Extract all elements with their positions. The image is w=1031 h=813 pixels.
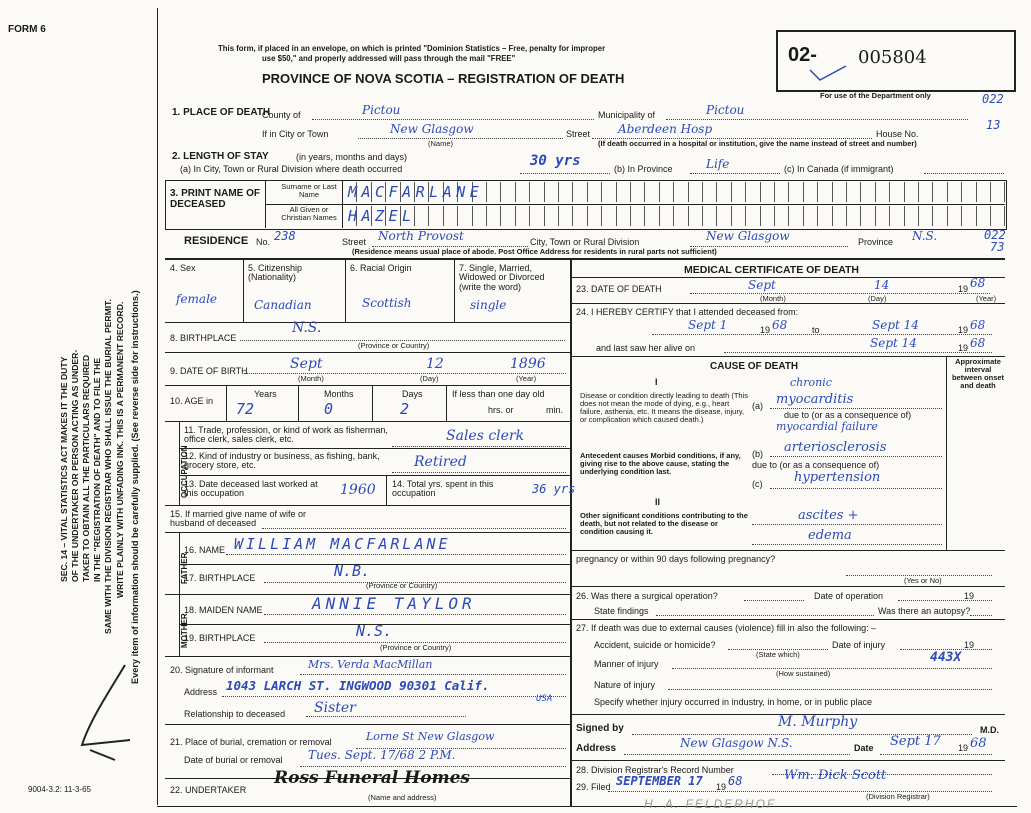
municipality-label: Municipality of: [598, 110, 656, 120]
check-mark-icon: [808, 62, 848, 82]
dob-year-hint: (Year): [516, 374, 537, 383]
dob-label: 9. DATE OF BIRTH: [170, 366, 248, 376]
dob-day-value: 12: [426, 356, 444, 372]
residence-label: RESIDENCE: [184, 235, 249, 247]
last-saw-value: Sept 14: [870, 336, 917, 350]
burial-place-label: 21. Place of burial, cremation or removal: [170, 737, 332, 747]
surgery-label: 26. Was there a surgical operation?: [576, 591, 718, 601]
sign-date-label: Date: [854, 743, 874, 753]
residence-no-value: 238: [274, 229, 296, 243]
municipality-value: Pictou: [706, 103, 745, 117]
dod-month-hint: (Month): [760, 294, 786, 303]
mail-notice-2: use $50," and properly addressed will pass through the mail "FREE": [262, 54, 516, 63]
city-label: If in City or Town: [262, 129, 329, 139]
injury-date-label: Date of injury: [832, 640, 886, 650]
injury-yr-prefix: 19: [964, 640, 975, 650]
to-label: to: [812, 325, 820, 335]
burial-date-label: Date of burial or removal: [184, 755, 283, 765]
relationship-value: Sister: [314, 700, 356, 716]
city-name-hint: (Name): [428, 139, 454, 148]
less-than-day-label: If less than one day old: [452, 389, 545, 399]
signed-by-label: Signed by: [576, 723, 624, 734]
cause-b-prefix: myocardial failure: [776, 420, 878, 433]
filed-yr-prefix: 19: [716, 782, 727, 792]
external-causes-label: 27. If death was due to external causes (violence) fill in also the following: –: [576, 623, 877, 633]
cause-part-ii: II: [655, 497, 661, 507]
last-worked-value: 1960: [340, 482, 376, 498]
informant-address-label: Address: [184, 687, 218, 697]
birthplace-label: 8. BIRTHPLACE: [170, 333, 237, 343]
state-findings-label: State findings: [594, 606, 649, 616]
spouse-label: 15. If married give name of wife or husband of deceased: [170, 509, 307, 529]
undertaker-label: 22. UNDERTAKER: [170, 785, 247, 795]
side-text-4: IN THE "REGISTRATION OF DEATH" AND TO FILE THE: [92, 357, 102, 582]
cause-c-value: hypertension: [794, 470, 881, 485]
street-value: Aberdeen Hosp: [618, 122, 713, 136]
side-text-5: SAME WITH THE DIVISION REGISTRAR WHO SHALL ISSUE THE BURIAL PERMIT.: [103, 299, 113, 634]
racial-origin-label: 6. Racial Origin: [350, 263, 412, 273]
filed-label: 29. Filed: [576, 782, 611, 792]
registrar-stamp: H. A. FELDERHOF: [644, 797, 777, 811]
residence-no-label: No.: [256, 237, 271, 247]
cause-a-value: myocarditis: [776, 392, 854, 407]
stay-b-value: Life: [706, 157, 730, 171]
last-saw-yr-prefix: 19: [958, 343, 969, 353]
occupation-section-label: OCCUPATION: [180, 445, 189, 498]
other-conditions-label: Other significant conditions contributing to the death, but not related to the disease or condition causing it.: [580, 511, 748, 536]
op-date-label: Date of operation: [814, 591, 884, 601]
form-code: 9004-3.2: 11-3-65: [28, 785, 92, 794]
marital-status-label: 7. Single, Married, Widowed or Divorced (write the word): [459, 263, 545, 292]
side-text-7: Every item of information should be carefully supplied. (See reverse side for instructions.): [130, 290, 140, 684]
maiden-name-label: 18. MAIDEN NAME: [184, 605, 263, 615]
place-of-death-label: 1. PLACE OF DEATH: [172, 107, 271, 118]
side-text-1: SEC. 14 – VITAL STATISTICS ACT MAKES IT THE DUTY: [59, 356, 69, 582]
total-years-label: 14. Total yrs. spent in this occupation: [392, 479, 494, 499]
undertaker-hint: (Name and address): [368, 793, 437, 802]
stay-a-value: 30 yrs: [530, 153, 581, 169]
other-condition-2: edema: [808, 528, 852, 543]
county-value: Pictou: [362, 103, 401, 117]
informant-signature-label: 20. Signature of informant: [170, 665, 274, 675]
cause-c-marker: (c): [752, 479, 763, 489]
date-of-death-label: 23. DATE OF DEATH: [576, 284, 662, 294]
marital-status-value: single: [470, 298, 507, 312]
dod-day-value: 14: [874, 278, 890, 292]
form-number: FORM 6: [8, 24, 46, 35]
residence-street-value: North Provost: [378, 229, 464, 243]
dod-year-value: 68: [970, 276, 986, 290]
mother-section-label: MOTHER: [180, 613, 189, 648]
reg-prefix: 02-: [788, 44, 817, 66]
accident-label: Accident, suicide or homicide?: [594, 640, 716, 650]
residence-city-label: City, Town or Rural Division: [530, 237, 640, 247]
stay-c-label: (c) In Canada (if immigrant): [784, 164, 894, 174]
reg-number: 005804: [858, 47, 927, 68]
interval-label: Approximate interval between onset and death: [951, 357, 1005, 390]
mother-birthplace-hint: (Province or Country): [380, 643, 452, 652]
yes-no-hint: (Yes or No): [904, 576, 942, 585]
to-yr-value: 68: [970, 318, 986, 332]
house-no-label: House No.: [876, 129, 919, 139]
last-saw-yr-value: 68: [970, 336, 986, 350]
antecedent-label: Antecedent causes Morbid conditions, if any, giving rise to the above cause, stating the underlying condition last.: [580, 451, 741, 476]
maiden-name-value: ANNIE TAYLOR: [312, 594, 476, 613]
manner-code-value: 443X: [930, 650, 962, 665]
due-to-b-label: due to (or as a consequence of): [752, 460, 880, 470]
trade-label: 11. Trade, profession, or kind of work as fisherman, office clerk, sales clerk, etc.: [184, 425, 388, 445]
cause-a-marker: (a): [752, 401, 763, 411]
side-text-6: WRITE PLAINLY WITH UNFADING INK. THIS IS A PERMANENT RECORD.: [115, 301, 125, 598]
registration-number-box: [776, 30, 1016, 92]
signed-by-value: M. Murphy: [778, 714, 858, 730]
years-label: Years: [254, 389, 277, 399]
hrs-label: hrs. or: [488, 405, 514, 415]
last-saw-label: and last saw her alive on: [596, 343, 696, 353]
county-label: County of: [262, 110, 301, 120]
mother-birthplace-label: 19. BIRTHPLACE: [184, 633, 256, 643]
stay-a-label: (a) In City, Town or Rural Division where death occurred: [180, 164, 403, 174]
pregnancy-label: pregnancy or within 90 days following pregnancy?: [576, 554, 776, 564]
father-name-value: WILLIAM MACFARLANE: [234, 535, 451, 553]
given-names-value: HAZEL: [348, 207, 416, 225]
cause-b-marker: (b): [752, 449, 763, 459]
father-birthplace-value: N.B.: [334, 562, 371, 580]
surname-value: MACFARLANE: [348, 183, 484, 201]
last-worked-label: 13. Date deceased last worked at this occupation: [184, 479, 318, 499]
stay-b-label: (b) In Province: [614, 164, 673, 174]
city-value: New Glasgow: [390, 122, 474, 136]
street-label: Street: [566, 129, 591, 139]
informant-signature-value: Mrs. Verda MacMillan: [308, 658, 433, 671]
father-section-label: FATHER: [180, 552, 189, 584]
age-days-value: 2: [400, 400, 410, 418]
residence-note: (Residence means usual place of abode. Post Office Address for residents in rural parts not sufficient): [352, 247, 717, 256]
dob-day-hint: (Day): [420, 374, 439, 383]
informant-address-value: 1043 LARCH ST. INGWOOD 90301 Calif.: [226, 678, 490, 693]
burial-date-value: Tues. Sept. 17/68 2 P.M.: [308, 748, 456, 762]
min-label: min.: [546, 405, 564, 415]
father-birthplace-hint: (Province or Country): [366, 581, 438, 590]
residence-province-value: N.S.: [912, 229, 938, 243]
other-condition-1: ascites +: [798, 508, 859, 523]
hospital-note: (If death occurred in a hospital or institution, give the name instead of street and number): [598, 139, 917, 148]
dob-month-value: Sept: [290, 356, 323, 372]
specify-label: Specify whether injury occurred in industry, in home, or in public place: [594, 697, 872, 707]
dob-year-value: 1896: [510, 356, 546, 372]
informant-usa: USA: [536, 694, 553, 704]
trade-value: Sales clerk: [446, 428, 525, 444]
certify-label: 24. I HEREBY CERTIFY that I attended deceased from:: [576, 307, 799, 317]
doctor-address-label: Address: [576, 743, 617, 754]
industry-label: 12. Kind of industry or business, as fishing, bank, grocery store, etc.: [184, 451, 380, 471]
manner-label: Manner of injury: [594, 659, 659, 669]
age-label: 10. AGE in: [170, 396, 214, 406]
birthplace-hint: (Province or Country): [358, 341, 430, 350]
given-names-label: All Given or Christian Names: [281, 205, 337, 222]
residence-city-value: New Glasgow: [706, 229, 790, 243]
from-yr-value: 68: [772, 318, 788, 332]
age-months-value: 0: [324, 400, 334, 418]
total-years-value: 36 yrs: [532, 482, 576, 496]
due-to-a-label: due to (or as a consequence of): [784, 410, 912, 420]
sex-value: female: [176, 292, 218, 306]
dept-code-4: 73: [990, 240, 1005, 254]
cause-part-i: I: [655, 377, 658, 387]
attended-to-value: Sept 14: [872, 318, 919, 332]
to-yr-prefix: 19: [958, 325, 969, 335]
residence-province-label: Province: [858, 237, 894, 247]
relationship-label: Relationship to deceased: [184, 709, 286, 719]
doctor-address-value: New Glasgow N.S.: [680, 736, 793, 750]
filed-value: SEPTEMBER 17: [616, 774, 703, 788]
how-sustained-hint: (How sustained): [776, 669, 831, 678]
disease-label: Disease or condition directly leading to death (This does not mean the mode of dying, e.g., heart failure, asthenia, etc. It means the disease, injury, or complication which caused death.): [580, 391, 749, 424]
dept-code-1: 022: [982, 92, 1004, 106]
print-name-label: 3. PRINT NAME OF DECEASED: [170, 188, 261, 210]
record-number-label: 28. Division Registrar's Record Number: [576, 765, 734, 775]
dob-month-hint: (Month): [298, 374, 324, 383]
md-label: M.D.: [980, 725, 999, 735]
dod-year-prefix: 19: [958, 284, 969, 294]
dod-day-hint: (Day): [868, 294, 887, 303]
sign-yr-value: 68: [970, 736, 987, 751]
side-text-3: TAKER TO OBTAIN ALL THE PARTICULARS REQUIRED: [81, 354, 91, 582]
cause-of-death-title: CAUSE OF DEATH: [710, 361, 799, 372]
age-years-value: 72: [236, 400, 255, 418]
dept-code-2: 13: [986, 118, 1001, 132]
sign-date-value: Sept 17: [890, 734, 941, 749]
dept-use-label: For use of the Department only: [820, 91, 931, 100]
father-birthplace-label: 17. BIRTHPLACE: [184, 573, 256, 583]
birthplace-value: N.S.: [292, 320, 322, 336]
citizenship-value: Canadian: [254, 298, 312, 312]
citizenship-label: 5. Citizenship (Nationality): [248, 263, 303, 283]
signature-mark-icon: [70, 660, 140, 770]
state-which-hint: (State which): [756, 650, 800, 659]
op-yr-prefix: 19: [964, 591, 975, 601]
length-of-stay-label: 2. LENGTH OF STAY: [172, 151, 269, 162]
cause-b-value: arteriosclerosis: [784, 440, 887, 455]
burial-place-value: Lorne St New Glasgow: [366, 730, 495, 743]
racial-origin-value: Scottish: [362, 296, 412, 310]
medical-certificate-title: MEDICAL CERTIFICATE OF DEATH: [684, 264, 859, 276]
filed-yr-value: 68: [728, 774, 743, 788]
registrar-hint: (Division Registrar): [866, 792, 930, 801]
registrar-signature: Wm. Dick Scott: [784, 768, 887, 783]
months-label: Months: [324, 389, 354, 399]
father-name-label: 16. NAME: [184, 545, 226, 555]
dept-code-3: 022: [984, 228, 1006, 242]
stay-hint: (in years, months and days): [296, 152, 408, 162]
from-yr-prefix: 19: [760, 325, 771, 335]
residence-street-label: Street: [342, 237, 367, 247]
sign-yr-prefix: 19: [958, 743, 969, 753]
industry-value: Retired: [414, 454, 467, 470]
dod-year-hint: (Year): [976, 294, 997, 303]
autopsy-label: Was there an autopsy?: [878, 606, 971, 616]
mail-notice-1: This form, if placed in an envelope, on which is printed "Dominion Statistics – Free, penalty for improper: [218, 44, 606, 53]
form-title: PROVINCE OF NOVA SCOTIA – REGISTRATION OF DEATH: [262, 71, 625, 86]
cause-a-prefix: chronic: [790, 376, 832, 389]
attended-from-value: Sept 1: [688, 318, 728, 332]
days-label: Days: [402, 389, 423, 399]
mother-birthplace-value: N.S.: [356, 622, 393, 640]
side-text-2: OF THE UNDERTAKER OR PERSON ACTING AS UNDER-: [70, 349, 80, 582]
surname-label: Surname or Last Name: [281, 182, 337, 199]
nature-label: Nature of injury: [594, 680, 656, 690]
undertaker-value: Ross Funeral Homes: [274, 768, 470, 788]
sex-label: 4. Sex: [170, 263, 196, 273]
dod-month-value: Sept: [748, 278, 776, 292]
